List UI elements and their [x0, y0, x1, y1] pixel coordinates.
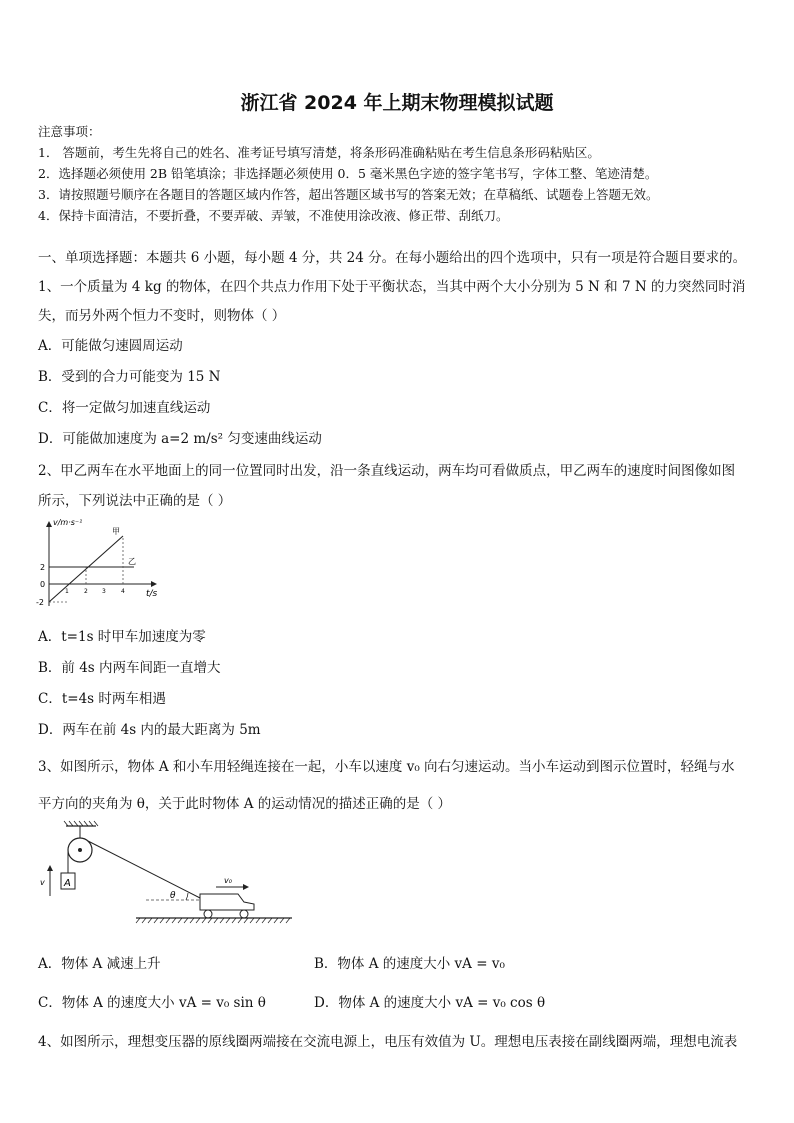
- x-tick: 1: [65, 588, 69, 595]
- v0-label: v₀: [224, 876, 232, 885]
- q3-option-c: C．物体 A 的速度大小 vA = v₀ sin θ: [38, 995, 266, 1011]
- q1-option-c: C．将一定做匀加速直线运动: [38, 400, 211, 416]
- q2-option-b: B．前 4s 内两车间距一直增大: [38, 660, 221, 676]
- q3-option-b: B．物体 A 的速度大小 vA = v₀: [314, 956, 505, 972]
- section-heading: 一、单项选择题：本题共 6 小题，每小题 4 分，共 24 分。在每小题给出的四个选项中，只有一项是符合题目要求的。: [38, 250, 747, 266]
- page-title: 浙江省 2024 年上期末物理模拟试题: [240, 92, 554, 114]
- q1-stem-line2: 失，而另外两个恒力不变时，则物体（ ）: [38, 308, 286, 324]
- q1-option-b: B．受到的合力可能变为 15 N: [38, 369, 221, 385]
- y-tick: -2: [36, 598, 44, 607]
- y-tick: 0: [40, 580, 46, 589]
- q1-option-d: D．可能做加速度为 a=2 m/s² 匀变速曲线运动: [38, 431, 322, 447]
- q4-stem-line1: 4、如图所示，理想变压器的原线圈两端接在交流电源上，电压有效值为 U。理想电压表接在副线圈两端，理想电流表: [38, 1034, 738, 1050]
- yi-label: 乙: [128, 557, 136, 566]
- x-tick: 3: [102, 588, 106, 595]
- x-tick: 4: [121, 588, 125, 595]
- x-tick: 2: [84, 588, 88, 595]
- x-axis-label: t/s: [146, 589, 158, 599]
- note-item: 3．请按照题号顺序在各题目的答题区域内作答，超出答题区域书写的答案无效；在草稿纸、试题卷上答题无效。: [38, 187, 659, 202]
- q2-option-c: C．t=4s 时两车相遇: [38, 691, 166, 707]
- q3-option-d: D．物体 A 的速度大小 vA = v₀ cos θ: [314, 995, 546, 1011]
- q1-stem-line1: 1、一个质量为 4 kg 的物体，在四个共点力作用下处于平衡状态，当其中两个大小分别为 5 N 和 7 N 的力突然同时消: [38, 279, 746, 295]
- q1-option-a: A．可能做匀速圆周运动: [38, 338, 183, 354]
- q2-option-d: D．两车在前 4s 内的最大距离为 5m: [38, 722, 261, 738]
- note-item: 1． 答题前，考生先将自己的姓名、准考证号填写清楚，将条形码准确粘贴在考生信息条形码粘贴区。: [38, 145, 600, 160]
- y-tick: 2: [40, 563, 46, 572]
- note-item: 4．保持卡面清洁，不要折叠，不要弄破、弄皱，不准使用涂改液、修正带、刮纸刀。: [38, 208, 509, 223]
- notes-heading: 注意事项：: [38, 124, 101, 139]
- jia-label: 甲: [112, 527, 120, 536]
- y-axis-label: v/m·s⁻¹: [53, 518, 83, 527]
- theta-label: θ: [170, 891, 176, 901]
- car: [200, 894, 254, 910]
- q3-stem-line1: 3、如图所示，物体 A 和小车用轻绳连接在一起，小车以速度 v₀ 向右匀速运动。当小车运动到图示位置时，轻绳与水: [38, 759, 735, 775]
- va-label: v: [40, 878, 45, 887]
- velocity-time-graph: [34, 516, 169, 616]
- q3-option-a: A．物体 A 减速上升: [38, 956, 161, 972]
- block-a-label: A: [64, 878, 71, 889]
- q2-option-a: A．t=1s 时甲车加速度为零: [38, 629, 206, 645]
- q3-stem-line2: 平方向的夹角为 θ，关于此时物体 A 的运动情况的描述正确的是（ ）: [38, 796, 452, 812]
- q2-stem-line1: 2、甲乙两车在水平地面上的同一位置同时出发，沿一条直线运动，两车均可看做质点，甲乙两车的速度时间图像如图: [38, 463, 736, 479]
- pulley-car-diagram: [36, 818, 296, 926]
- q2-stem-line2: 所示，下列说法中正确的是（ ）: [38, 493, 232, 509]
- note-item: 2．选择题必须使用 2B 铅笔填涂；非选择题必须使用 0．5 毫米黑色字迹的签字笔书写，字体工整、笔迹清楚。: [38, 166, 658, 181]
